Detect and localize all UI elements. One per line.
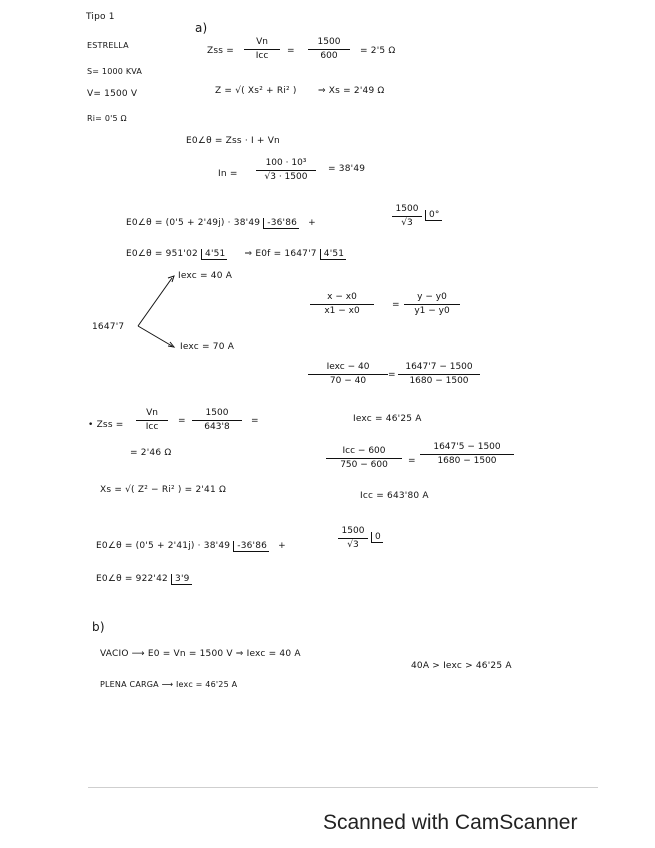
fraction-denominator: 1680 − 1500 <box>409 376 469 386</box>
fraction-numerator: Iexc − 40 <box>326 362 370 372</box>
fraction-bar <box>256 170 316 171</box>
plus-sign: + <box>278 541 286 551</box>
fraction-bar <box>420 454 514 455</box>
fraction-numerator: Vn <box>256 37 268 47</box>
branch-top-label: Iexc = 40 A <box>178 271 233 281</box>
fraction-bar <box>308 49 350 50</box>
interp-value: 1647'7 <box>92 322 125 332</box>
fraction-numerator: 1647'7 − 1500 <box>405 362 473 372</box>
fraction-numerator: 1500 <box>341 526 365 536</box>
angle-value: -36'86 <box>263 218 299 229</box>
zss-lhs: Zss = <box>207 46 234 56</box>
in-result: = 38'49 <box>328 164 366 174</box>
fraction-numerator: 100 · 10³ <box>265 158 307 168</box>
fraction-bar <box>404 304 460 305</box>
zero-angle <box>425 210 442 220</box>
zss-fraction-symbolic <box>244 37 280 62</box>
given-resistance: Ri= 0'5 Ω <box>87 114 127 123</box>
fraction-denominator: 70 − 40 <box>329 376 367 386</box>
angle-value: 3'9 <box>171 574 192 585</box>
xs2-equation: Xs = √( Z² − Ri² ) = 2'41 Ω <box>100 485 227 495</box>
plena-carga-line: PLENA CARGA ⟶ Iexc = 46'25 A <box>100 680 238 689</box>
fraction-denominator: √3 · 1500 <box>264 172 308 182</box>
part-b-label: b) <box>92 620 105 634</box>
interp-formula-left <box>310 292 374 317</box>
scan-edge-divider <box>88 787 598 788</box>
fraction-numerator: 1500 <box>317 37 341 47</box>
icc-result: Icc = 643'80 A <box>360 491 429 501</box>
angle-value: 0 <box>371 532 383 543</box>
vphase2-fraction <box>338 526 368 551</box>
branch-arrows <box>130 270 190 350</box>
fraction-numerator: x − x0 <box>327 292 357 302</box>
emf2-result <box>96 574 192 584</box>
fraction-numerator: y − y0 <box>417 292 447 302</box>
equals-sign: = <box>388 370 396 380</box>
iexc-result: Iexc = 46'25 A <box>353 414 422 424</box>
equals-sign: = <box>287 46 295 56</box>
given-power: S= 1000 KVA <box>87 67 143 76</box>
fraction-denominator: 750 − 600 <box>340 460 388 470</box>
fraction-numerator: 1500 <box>205 408 229 418</box>
xs-result: ⇒ Xs = 2'49 Ω <box>318 86 385 96</box>
angle-value: -36'86 <box>233 541 269 552</box>
zss2-fraction-symbolic <box>136 408 168 433</box>
interp-sub-left <box>308 362 388 387</box>
fraction-denominator: 643'8 <box>204 422 230 432</box>
fraction-bar <box>326 458 402 459</box>
angle-value: 0° <box>425 210 442 221</box>
fraction-denominator: √3 <box>401 218 413 228</box>
fraction-denominator: y1 − y0 <box>414 306 450 316</box>
fraction-numerator: 1647'5 − 1500 <box>433 442 501 452</box>
fraction-bar <box>244 49 280 50</box>
given-connection: ESTRELLA <box>87 41 129 50</box>
zss2-lhs: • Zss = <box>88 420 124 430</box>
fraction-bar <box>310 304 374 305</box>
angle-value: 4'51 <box>320 249 346 260</box>
equals-sign: = <box>392 300 400 310</box>
fraction-bar <box>398 374 480 375</box>
fraction-numerator: Vn <box>146 408 158 418</box>
branch-bottom-label: Iexc = 70 A <box>180 342 235 352</box>
interp2-sub-left <box>326 446 402 471</box>
zss-result: = 2'5 Ω <box>360 46 396 56</box>
emf2-substitution-text: E0∠θ = (0'5 + 2'41j) · 38'49 <box>96 541 231 551</box>
equals-tail: = <box>251 416 259 426</box>
angle-value: 4'51 <box>201 249 227 260</box>
fraction-denominator: Icc <box>255 51 269 61</box>
zss2-result: = 2'46 Ω <box>130 448 172 458</box>
interp2-sub-right <box>420 442 514 467</box>
fraction-denominator: x1 − x0 <box>324 306 360 316</box>
emf2-result-text: E0∠θ = 922'42 <box>96 574 168 584</box>
interp-sub-right <box>398 362 480 387</box>
emf-substitution-text: E0∠θ = (0'5 + 2'49j) · 38'49 <box>126 218 261 228</box>
fraction-numerator: 1500 <box>395 204 419 214</box>
emf-substitution <box>126 218 316 228</box>
given-voltage: V= 1500 V <box>87 89 138 99</box>
page-heading: Tipo 1 <box>86 12 115 22</box>
camscanner-watermark: Scanned with CamScanner <box>323 811 578 834</box>
equals-sign: = <box>408 456 416 466</box>
fraction-bar <box>192 420 242 421</box>
vacio-line: VACIO ⟶ E0 = Vn = 1500 V ⇒ Iexc = 40 A <box>100 649 301 659</box>
equals-sign: = <box>178 416 186 426</box>
fraction-denominator: Icc <box>145 422 159 432</box>
fraction-denominator: 600 <box>320 51 338 61</box>
in-lhs: In = <box>218 169 238 179</box>
zero-angle-2 <box>371 532 383 542</box>
fraction-bar <box>338 538 368 539</box>
vphase-fraction <box>392 204 422 229</box>
fraction-denominator: 1680 − 1500 <box>437 456 497 466</box>
impedance-equation: Z = √( Xs² + Ri² ) <box>215 86 297 96</box>
emf2-substitution <box>96 541 286 551</box>
interp-formula-right <box>404 292 460 317</box>
fraction-bar <box>308 374 388 375</box>
plus-sign: + <box>308 218 316 228</box>
iexc-range: 40A > Iexc > 46'25 A <box>411 661 512 671</box>
in-fraction <box>256 158 316 183</box>
emf-equation: E0∠θ = Zss · I + Vn <box>186 136 280 146</box>
zss2-fraction-numeric <box>192 408 242 433</box>
emf-result-text: E0∠θ = 951'02 <box>126 249 198 259</box>
part-a-label: a) <box>195 21 208 35</box>
fraction-bar <box>136 420 168 421</box>
emf-result <box>126 249 346 259</box>
zss-fraction-numeric <box>308 37 350 62</box>
fraction-bar <box>392 216 422 217</box>
fraction-denominator: √3 <box>347 540 359 550</box>
fraction-numerator: Icc − 600 <box>342 446 386 456</box>
emf-phase-result: ⇒ E0f = 1647'7 <box>244 249 317 259</box>
